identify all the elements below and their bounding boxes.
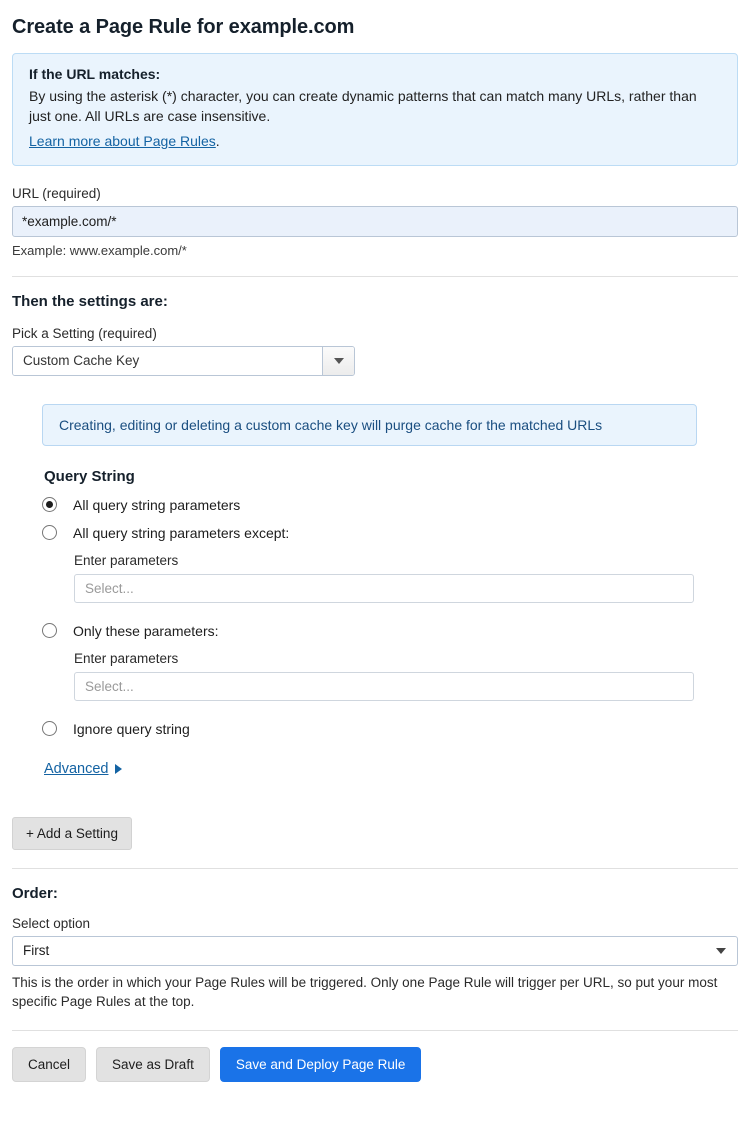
except-parameters-label: Enter parameters — [74, 552, 179, 568]
advanced-label: Advanced — [44, 760, 109, 777]
order-select-value: First — [23, 943, 50, 959]
divider — [12, 276, 738, 277]
url-match-callout — [12, 53, 738, 166]
order-heading: Order: — [12, 884, 58, 902]
form-footer — [12, 1047, 738, 1096]
except-parameters-block — [74, 553, 738, 603]
add-setting-button[interactable]: + Add a Setting — [12, 817, 132, 850]
radio-icon[interactable] — [42, 497, 57, 512]
radio-icon[interactable] — [42, 623, 57, 638]
radio-label: All query string parameters — [73, 496, 241, 513]
only-parameters-block — [74, 651, 738, 701]
order-description: This is the order in which your Page Rules will be triggered. Only one Page Rule will trigger per URL, so put your most specific Page Rules at the top. — [12, 974, 718, 1010]
radio-label: All query string parameters except: — [73, 524, 290, 541]
chevron-down-icon — [334, 358, 344, 364]
callout-title: If the URL matches: — [29, 66, 161, 82]
callout-text: By using the asterisk (*) character, you can create dynamic patterns that can match many URLs, rather than just one. All URLs are case insensitive. — [29, 88, 697, 125]
callout-body — [29, 86, 721, 151]
only-parameters-label: Enter parameters — [74, 650, 179, 666]
setting-picker-arrow[interactable] — [322, 347, 354, 375]
callout-link-period: . — [215, 132, 220, 149]
order-select[interactable] — [12, 936, 738, 966]
only-parameters-input[interactable]: Select... — [74, 672, 694, 701]
divider — [12, 1030, 738, 1031]
url-field-label: URL (required) — [12, 185, 101, 201]
radio-all-query-params[interactable] — [42, 497, 738, 513]
purge-cache-notice: Creating, editing or deleting a custom cache key will purge cache for the matched URLs — [42, 404, 697, 446]
chevron-right-icon — [115, 764, 122, 774]
radio-ignore-query-string[interactable] — [42, 721, 738, 737]
learn-more-link[interactable]: Learn more about Page Rules — [29, 132, 216, 149]
radio-icon[interactable] — [42, 525, 57, 540]
save-draft-button[interactable]: Save as Draft — [96, 1047, 210, 1082]
page-title: Create a Page Rule for example.com — [12, 16, 355, 38]
url-hint: Example: www.example.com/* — [12, 242, 187, 258]
radio-icon[interactable] — [42, 721, 57, 736]
url-input[interactable] — [12, 206, 738, 237]
settings-heading: Then the settings are: — [12, 292, 168, 310]
advanced-toggle[interactable] — [44, 761, 122, 777]
except-parameters-input[interactable]: Select... — [74, 574, 694, 603]
order-select-label: Select option — [12, 915, 91, 931]
cancel-button[interactable]: Cancel — [12, 1047, 86, 1082]
divider — [12, 868, 738, 869]
radio-only-these[interactable] — [42, 623, 738, 639]
custom-cache-key-panel — [42, 404, 738, 777]
radio-all-except[interactable] — [42, 525, 738, 541]
setting-picker-select[interactable] — [12, 346, 355, 376]
setting-picker-label: Pick a Setting (required) — [12, 325, 157, 341]
radio-label: Ignore query string — [73, 720, 190, 737]
query-string-group-title: Query String — [44, 467, 135, 485]
setting-picker-value: Custom Cache Key — [13, 347, 322, 375]
save-deploy-button[interactable]: Save and Deploy Page Rule — [220, 1047, 422, 1082]
radio-label: Only these parameters: — [73, 622, 219, 639]
chevron-down-icon — [716, 948, 726, 954]
